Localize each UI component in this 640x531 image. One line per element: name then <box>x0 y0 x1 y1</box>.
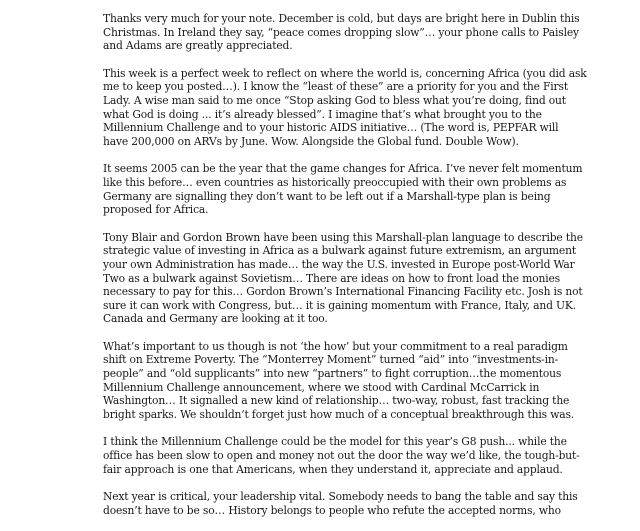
text-line: people” and “old supplicants” into new “partners” to fight corruption…the momentous <box>103 367 562 381</box>
text-line: strategic value of investing in Africa as a bulwark against future extremism, an argument <box>103 244 576 258</box>
paragraph-reflection <box>103 67 633 149</box>
text-line: have 200,000 on ARVs by June. Wow. Alongside the Global fund. Double Wow). <box>103 134 519 148</box>
text-line: Next year is critical, your leadership vital. Somebody needs to bang the table and say this <box>103 490 578 504</box>
paragraph-g8-push <box>103 435 633 476</box>
text-line: Millennium Challenge announcement, where we stood with Cardinal McCarrick in <box>103 380 540 394</box>
text-line: fair approach is one that Americans, when they understand it, appreciate and applaud. <box>103 462 563 476</box>
paragraph-momentum <box>103 162 633 216</box>
text-line: what God is doing ... it’s already blessed”. I imagine that’s what brought you to the <box>103 107 542 121</box>
text-line: I think the Millennium Challenge could be the model for this year’s G8 push... while the <box>103 435 567 449</box>
text-line: Washington… It signalled a new kind of relationship… two-way, robust, fast tracking the <box>103 394 570 408</box>
text-line: shift on Extreme Poverty. The “Monterrey Moment” turned “aid” into “investments-in- <box>103 353 559 367</box>
text-line: office has been slow to open and money not out the door the way we’d like, the tough-but- <box>103 449 580 463</box>
paragraph-next-year <box>103 490 633 517</box>
text-line: your own Administration has made… the way the U.S. invested in Europe post-World War <box>103 257 575 271</box>
text-line: and Adams are greatly appreciated. <box>103 39 293 53</box>
paragraph-greeting <box>103 12 633 53</box>
text-line: Tony Blair and Gordon Brown have been using this Marshall-plan language to describe the <box>103 230 583 244</box>
text-line: necessary to pay for this… Gordon Brown’s International Financing Facility etc. Josh is not <box>103 285 583 299</box>
paragraph-paradigm-shift <box>103 340 633 422</box>
paragraph-marshall-plan <box>103 231 633 326</box>
text-line: Germany are signalling they don’t want to be left out if a Marshall-type plan is being <box>103 189 551 203</box>
text-line: Canada and Germany are looking at it too. <box>103 312 328 326</box>
text-line: This week is a perfect week to reflect on where the world is, concerning Africa (you did ask <box>103 66 587 80</box>
letter-body <box>103 12 633 531</box>
text-line: Two as a bulwark against Sovietism… There are ideas on how to front load the monies <box>103 271 560 285</box>
text-line: me to keep you posted…). I know the “least of these” are a priority for you and the First <box>103 80 568 94</box>
text-line: Thanks very much for your note. December is cold, but days are bright here in Dublin this <box>103 12 580 25</box>
text-line: It seems 2005 can be the year that the game changes for Africa. I’ve never felt momentum <box>103 162 583 176</box>
text-line: sure it can work with Congress, but… it is gaining momentum with France, Italy, and UK. <box>103 298 576 312</box>
text-line: Christmas. In Ireland they say, “peace comes dropping slow”… your phone calls to Paisley <box>103 25 579 39</box>
text-line: Lady. A wise man said to me once “Stop asking God to bless what you’re doing, find out <box>103 93 566 107</box>
text-line: proposed for Africa. <box>103 203 209 217</box>
text-line: bright sparks. We shouldn’t forget just how much of a conceptual breakthrough this was. <box>103 407 575 421</box>
text-line: doesn’t have to be so… History belongs to people who refute the accepted norms, who <box>103 503 561 517</box>
text-line: Millennium Challenge and to your historic AIDS initiative… (The word is, PEPFAR will <box>103 121 559 135</box>
text-line: like this before… even countries as historically preoccupied with their own problems as <box>103 175 567 189</box>
text-line: What’s important to us though is not ‘the how’ but your commitment to a real paradigm <box>103 339 568 353</box>
